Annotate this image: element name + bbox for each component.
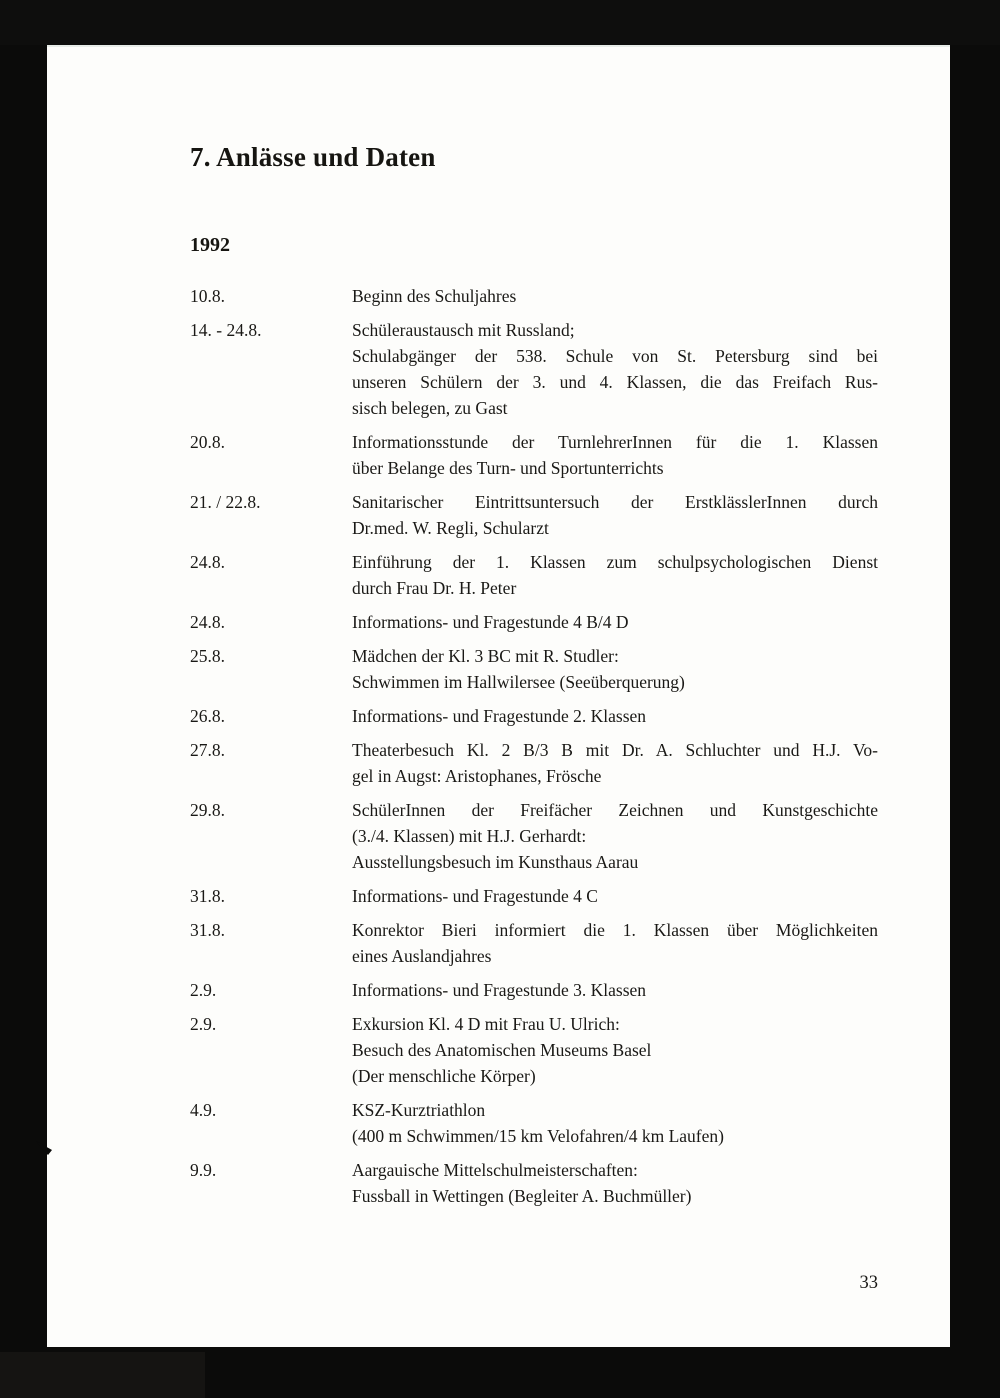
entry-line: eines Auslandjahres [352,946,492,966]
entry-line: unseren Schülern der 3. und 4. Klassen, die das Freifach Rus- [352,372,878,392]
year-heading: 1992 [190,234,230,256]
entry-line: Informations- und Fragestunde 4 C [352,886,598,906]
entry-line: Konrektor Bieri informiert die 1. Klassen über Möglichkeiten [352,920,878,940]
entry-text [352,549,878,601]
scanner-shade-bottom [0,1352,205,1398]
entry-row [190,549,878,601]
paper-edge-tint [47,45,950,47]
entry-line: über Belange des Turn- und Sportunterrichts [352,458,664,478]
entry-date: 9.9. [190,1160,217,1180]
entry-text [352,643,878,695]
entry-date: 2.9. [190,980,217,1000]
entry-line: (Der menschliche Körper) [352,1066,536,1086]
entry-date: 29.8. [190,800,225,820]
entry-date: 27.8. [190,740,225,760]
entries-list [190,283,878,1217]
entry-text [352,429,878,481]
entry-line: KSZ-Kurztriathlon [352,1100,486,1120]
entry-row [190,883,878,909]
entry-line: Theaterbesuch Kl. 2 B/3 B mit Dr. A. Schluchter und H.J. Vo- [352,740,878,760]
entry-line: SchülerInnen der Freifächer Zeichnen und Kunstgeschichte [352,800,878,820]
entry-text [352,609,878,635]
entry-text [352,883,878,909]
page-number: 33 [859,1273,878,1293]
entry-row [190,609,878,635]
document-page [47,45,950,1347]
entry-text [352,317,878,421]
entry-line: Mädchen der Kl. 3 BC mit R. Studler: [352,646,619,666]
entry-text [352,797,878,875]
entry-line: Schulabgänger der 538. Schule von St. Petersburg sind bei [352,346,878,366]
entry-line: Ausstellungsbesuch im Kunsthaus Aarau [352,852,639,872]
entry-line: gel in Augst: Aristophanes, Frösche [352,766,602,786]
scanner-shade-top [0,0,1000,45]
entry-line: Exkursion Kl. 4 D mit Frau U. Ulrich: [352,1014,620,1034]
entry-line: Einführung der 1. Klassen zum schulpsychologischen Dienst [352,552,878,572]
entry-text [352,1097,878,1149]
entry-line: durch Frau Dr. H. Peter [352,578,517,598]
entry-row [190,643,878,695]
entry-line: Dr.med. W. Regli, Schularzt [352,518,549,538]
entry-row [190,1011,878,1089]
entry-line: Schüleraustausch mit Russland; [352,320,575,340]
entry-date: 31.8. [190,886,225,906]
entry-line: Beginn des Schuljahres [352,286,517,306]
entry-row [190,1157,878,1209]
entry-date: 31.8. [190,920,225,940]
entry-line: sisch belegen, zu Gast [352,398,508,418]
entry-row [190,917,878,969]
entry-date: 14. - 24.8. [190,320,262,340]
entry-date: 10.8. [190,286,225,306]
entry-row [190,703,878,729]
entry-line: Besuch des Anatomischen Museums Basel [352,1040,652,1060]
entry-row [190,429,878,481]
entry-line: Fussball in Wettingen (Begleiter A. Buchmüller) [352,1186,692,1206]
entry-text [352,283,878,309]
entry-text [352,1011,878,1089]
entry-line: Informations- und Fragestunde 2. Klassen [352,706,647,726]
entry-date: 20.8. [190,432,225,452]
entry-date: 24.8. [190,612,225,632]
entry-line: Informations- und Fragestunde 4 B/4 D [352,612,629,632]
entry-text [352,917,878,969]
entry-row [190,977,878,1003]
entry-line: (3./4. Klassen) mit H.J. Gerhardt: [352,826,587,846]
entry-line: (400 m Schwimmen/15 km Velofahren/4 km Laufen) [352,1126,724,1146]
entry-row [190,1097,878,1149]
entry-line: Informations- und Fragestunde 3. Klassen [352,980,647,1000]
entry-row [190,489,878,541]
entry-text [352,737,878,789]
scan-artifact-mark [36,1141,58,1159]
entry-date: 24.8. [190,552,225,572]
entry-line: Sanitarischer Eintrittsuntersuch der ErstklässlerInnen durch [352,492,878,512]
entry-date: 25.8. [190,646,225,666]
entry-row [190,283,878,309]
entry-text [352,489,878,541]
entry-row [190,317,878,421]
entry-line: Aargauische Mittelschulmeisterschaften: [352,1160,638,1180]
entry-line: Informationsstunde der TurnlehrerInnen für die 1. Klassen [352,432,878,452]
entry-row [190,797,878,875]
entry-text [352,1157,878,1209]
entry-line: Schwimmen im Hallwilersee (Seeüberquerung) [352,672,685,692]
entry-text [352,703,878,729]
entry-date: 4.9. [190,1100,217,1120]
entry-text [352,977,878,1003]
entry-date: 26.8. [190,706,225,726]
entry-row [190,737,878,789]
page-title: 7. Anlässe und Daten [190,142,436,172]
entry-date: 21. / 22.8. [190,492,261,512]
entry-date: 2.9. [190,1014,217,1034]
